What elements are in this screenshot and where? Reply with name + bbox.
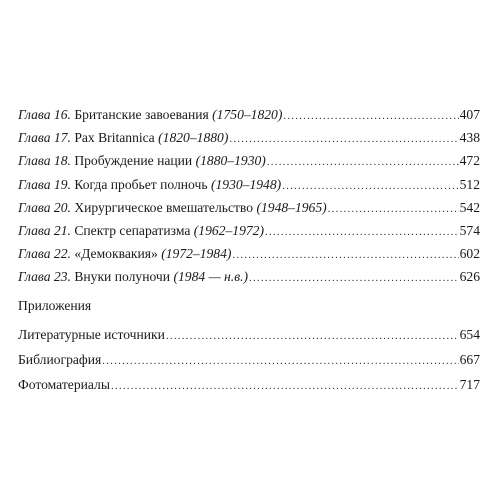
chapter-years: (1750–1820) <box>212 107 283 122</box>
chapter-years: (1962–1972) <box>193 223 265 238</box>
toc-entry-photos <box>18 376 480 394</box>
chapter-title-line <box>18 176 281 194</box>
toc-entry-chapter-18 <box>18 152 480 170</box>
page-number: 407 <box>459 107 480 122</box>
dot-leader <box>229 130 458 148</box>
page-number: 717 <box>459 377 480 392</box>
page-number: 472 <box>459 153 480 168</box>
chapter-label: Глава 16. <box>18 107 71 122</box>
chapter-label: Глава 22. <box>18 246 71 261</box>
appendix-heading: Приложения <box>18 298 92 313</box>
dot-leader <box>111 377 459 395</box>
toc-entry-bibliography <box>18 351 480 369</box>
dot-leader <box>265 223 459 241</box>
toc-entry-chapter-17 <box>18 129 480 147</box>
toc-entry-chapter-16 <box>18 106 480 124</box>
chapter-title-line <box>18 106 282 124</box>
dot-leader <box>166 327 459 345</box>
chapter-title: Pax Britannica <box>74 130 155 145</box>
chapter-title-line <box>18 222 264 240</box>
chapter-title: Внуки полуночи <box>74 269 171 284</box>
dot-leader <box>283 107 458 125</box>
dot-leader <box>267 153 459 171</box>
entry-title: Библиография <box>18 352 102 367</box>
chapter-label: Глава 18. <box>18 153 71 168</box>
page-number: 626 <box>459 269 480 284</box>
toc-entry-chapter-22 <box>18 245 480 263</box>
chapter-label: Глава 19. <box>18 177 71 192</box>
chapter-label: Глава 23. <box>18 269 71 284</box>
chapter-title: Британские завоевания <box>74 107 209 122</box>
chapter-years: (1880–1930) <box>195 153 266 168</box>
page-number: 654 <box>459 327 480 342</box>
toc-entry-chapter-19 <box>18 176 480 194</box>
page-number: 602 <box>459 246 480 261</box>
chapter-title: Пробуждение нации <box>74 153 193 168</box>
chapter-label: Глава 17. <box>18 130 71 145</box>
dot-leader <box>102 352 458 370</box>
chapter-title-line <box>18 129 228 147</box>
entry-title: Фотоматериалы <box>18 377 110 392</box>
page-number: 667 <box>459 352 480 367</box>
toc-entry-chapter-21 <box>18 222 480 240</box>
page-number: 438 <box>459 130 480 145</box>
page-number: 542 <box>459 200 480 215</box>
dot-leader <box>249 269 459 287</box>
dot-leader <box>232 246 458 264</box>
toc-entry-chapter-23 <box>18 268 480 286</box>
chapter-title: Хирургическое вмешательство <box>74 200 254 215</box>
toc-entry-sources <box>18 326 480 344</box>
chapter-title: Когда пробьет полночь <box>74 177 208 192</box>
chapter-years: (1972–1984) <box>161 246 232 261</box>
chapter-title-line <box>18 152 266 170</box>
chapter-years: (1930–1948) <box>210 177 282 192</box>
entry-title: Литературные источники <box>18 327 165 342</box>
chapter-title-line <box>18 268 248 286</box>
chapter-title-line <box>18 199 327 217</box>
toc-entry-chapter-20 <box>18 199 480 217</box>
chapter-label: Глава 20. <box>18 200 71 215</box>
page-number: 574 <box>459 223 480 238</box>
chapter-title: «Демоквакия» <box>74 246 158 261</box>
dot-leader <box>328 200 459 218</box>
chapter-label: Глава 21. <box>18 223 71 238</box>
chapter-title-line <box>18 245 231 263</box>
chapter-years: (1820–1880) <box>158 130 229 145</box>
page-number: 512 <box>459 177 480 192</box>
chapter-years: (1984 — н.в.) <box>173 269 249 284</box>
dot-leader <box>282 177 458 195</box>
chapter-years: (1948–1965) <box>256 200 327 215</box>
chapter-title: Спектр сепаратизма <box>74 223 191 238</box>
